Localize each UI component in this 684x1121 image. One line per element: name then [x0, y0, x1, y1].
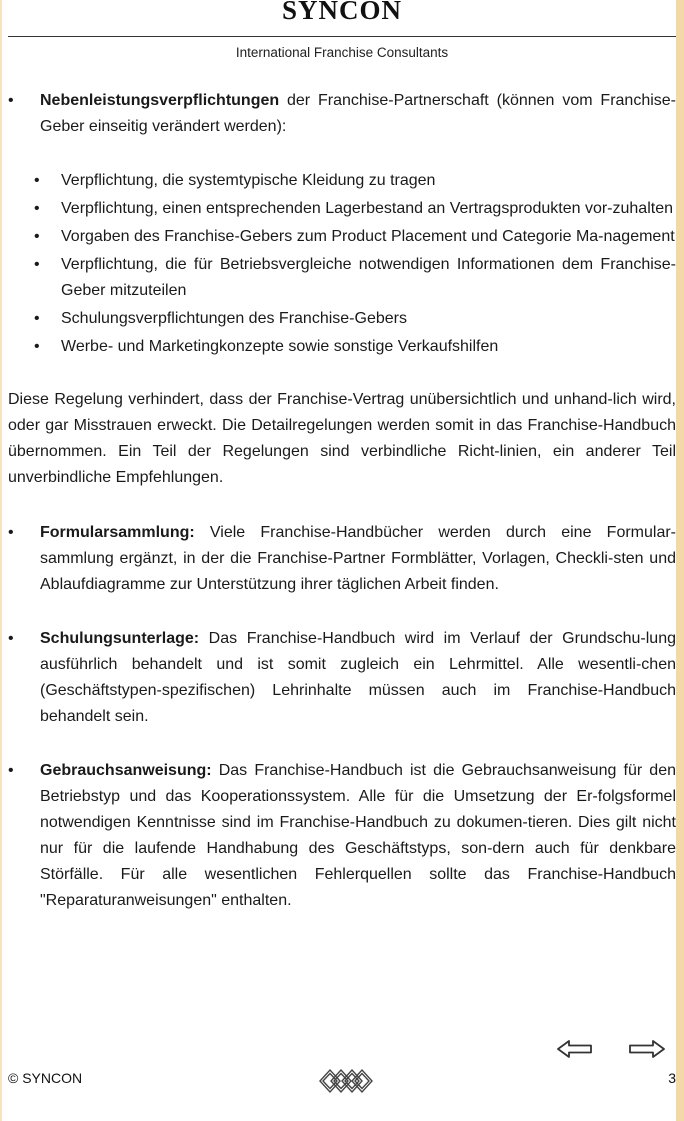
item-text: Viele Franchise-Handbücher werden durch eine Formular-sammlung ergänzt, in der die Franchise-Partner Formblätter, Vorlagen, Checkli-sten und Ablaufdiagramme zur Unterstützung ihrer täglichen Arbeit finden.: [40, 524, 676, 593]
header-subtitle: International Franchise Consultants: [235, 45, 449, 60]
item-heading: Formularsammlung:: [40, 524, 195, 541]
bullet-item-gebrauchsanweisung: [8, 758, 676, 914]
bullet-icon: •: [34, 310, 40, 327]
bullet-icon: •: [34, 200, 40, 217]
list-item-text: Verpflichtung, die für Betriebsvergleiche notwendigen Informationen dem Franchise-Geber mitzuteilen: [61, 256, 676, 299]
syncon-diamond-logo-icon: [318, 1066, 374, 1101]
document-body: [8, 88, 676, 914]
list-item: [8, 224, 676, 250]
arrow-right-outline-icon[interactable]: [627, 1038, 667, 1065]
bullet-item-formularsammlung: [8, 520, 676, 598]
item-heading: Nebenleistungsverpflichtungen: [40, 92, 280, 109]
item-text: Das Franchise-Handbuch ist die Gebrauchsanweisung für den Betriebstyp und das Kooperationssystem. Alle für die Umsetzung der Er-folgsformel notwendigen Kenntnisse sind im Franchise-Handbuch zu dokumen-tieren. Dies gilt nicht nur für die laufende Handhabung des Geschäftstyps, son-dern auch für denkbare Störfälle. Für alle wesentlichen Fehlerquellen sollte das Franchise-Handbuch "Reparaturanweisungen" enthalten.: [40, 762, 676, 909]
list-item: [8, 252, 676, 304]
page-frame-left: [0, 0, 2, 1121]
bullet-icon: •: [8, 630, 14, 647]
bullet-item-schulungsunterlage: [8, 626, 676, 730]
header-divider: [8, 36, 676, 37]
bullet-icon: •: [34, 228, 40, 245]
list-item: [8, 306, 676, 332]
footer-copyright: © SYNCON: [8, 1070, 83, 1086]
bullet-item-nebenleistungen: [8, 88, 676, 140]
list-item-text: Schulungsverpflichtungen des Franchise-Gebers: [61, 310, 407, 327]
bullet-icon: •: [34, 338, 40, 355]
item-text: Das Franchise-Handbuch wird im Verlauf der Grundschu-lung ausführlich behandelt und ist somit zugleich ein Lehrmittel. Alle wesentli-chen (Geschäftstypen-spezifischen) Lehrinhalte müssen auch im Franchise-Handbuch behandelt sein.: [40, 630, 676, 725]
bullet-icon: •: [34, 256, 40, 273]
bullet-icon: •: [8, 92, 14, 109]
bullet-icon: •: [34, 172, 40, 189]
brand-title: SYNCON: [281, 0, 402, 25]
list-item-text: Verpflichtung, einen entsprechenden Lagerbestand an Vertragsprodukten vor-zuhalten: [61, 200, 673, 217]
bullet-icon: •: [8, 524, 14, 541]
list-item-text: Werbe- und Marketingkonzepte sowie sonstige Verkaufshilfen: [61, 338, 499, 355]
list-item-text: Verpflichtung, die systemtypische Kleidung zu tragen: [61, 172, 436, 189]
item-heading: Gebrauchsanweisung:: [40, 762, 212, 779]
obligations-list: [8, 168, 676, 360]
item-text: der Franchise-Partnerschaft (können vom Franchise-Geber einseitig verändert werden):: [40, 92, 676, 135]
list-item: [8, 334, 676, 360]
list-item-text: Vorgaben des Franchise-Gebers zum Product Placement und Categorie Ma-nagement: [61, 228, 675, 245]
list-item: [8, 168, 676, 194]
item-heading: Schulungsunterlage:: [40, 630, 200, 647]
list-item: [8, 196, 676, 222]
body-paragraph: Diese Regelung verhindert, dass der Franchise-Vertrag unübersichtlich und unhand-lich wird, oder gar Misstrauen erweckt. Die Detailregelungen werden somit in das Franchise-Handbuch übernommen. Ein Teil der Regelungen sind verbindliche Richt-linien, ein anderer Teil unverbindliche Empfehlungen.: [8, 391, 676, 486]
arrow-left-outline-icon[interactable]: [556, 1038, 594, 1065]
bullet-icon: •: [8, 762, 14, 779]
page-frame-right: [676, 0, 684, 1121]
page-number: 3: [668, 1070, 676, 1086]
